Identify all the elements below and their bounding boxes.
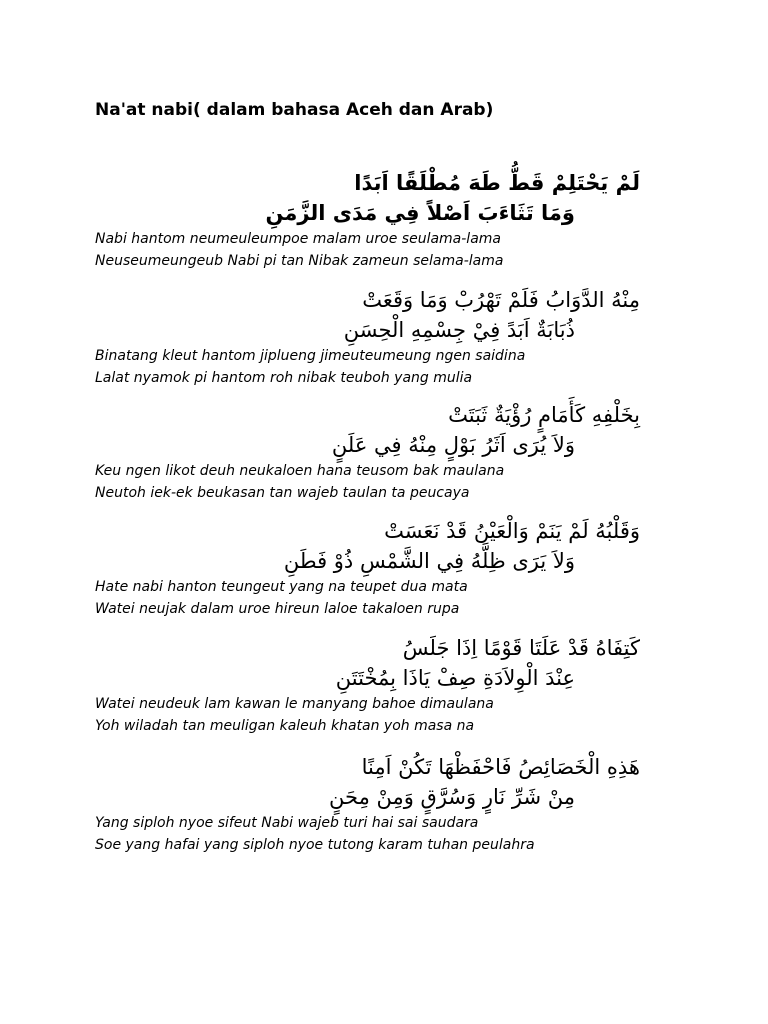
- translation-line: Nabi hantom neumeuleumpoe malam uroe seulama-lama: [95, 231, 501, 247]
- stanza-6: [95, 752, 640, 856]
- arabic-line: بِخَلْفِهِ كَأَمَامٍ رُؤْيَةٌ ثَبَتَتْ: [448, 403, 640, 427]
- stanza-5: [95, 633, 640, 737]
- translation-line: Watei neudeuk lam kawan le manyang bahoe dimaulana: [95, 696, 494, 712]
- arabic-line: كَتِفَاهُ قَدْ عَلَتَا قَوْمًا اِذَا جَلَسُ: [402, 636, 640, 660]
- translation-line: Neuseumeungeub Nabi pi tan Nibak zameun selama-lama: [95, 253, 504, 269]
- translation-line: Yoh wiladah tan meuligan kaleuh khatan yoh masa na: [95, 718, 475, 734]
- stanza-3: [95, 400, 640, 504]
- stanza-1: [95, 168, 640, 272]
- arabic-line: وَمَا تَثَاءَبَ اَصْلاً فِي مَدَى الزَّمَنِ: [265, 201, 575, 225]
- arabic-line: عِنْدَ الْوِلاَدَةِ صِفْ يَاذَا بِمُخْتَتَنِ: [335, 666, 575, 690]
- arabic-line: مِنْ شَرِّ نَارٍ وَسُرَّقٍ وَمِنْ مِحَنٍ: [329, 785, 575, 809]
- arabic-line: وَلاَ يُرَى اَثَرُ بَوْلٍ مِنْهُ فِي عَلَنٍ: [331, 433, 575, 457]
- translation-line: Keu ngen likot deuh neukaloen hana teusom bak maulana: [95, 463, 505, 479]
- translation-line: Soe yang hafai yang siploh nyoe tutong karam tuhan peulahra: [95, 837, 535, 853]
- arabic-line: لَمْ يَحْتَلِمْ قَطُّ طَهَ مُطْلَقًا اَبَدًا: [354, 171, 640, 195]
- translation-line: Lalat nyamok pi hantom roh nibak teuboh yang mulia: [95, 370, 473, 386]
- arabic-line: ذُبَابَةٌ اَبَدً فِيْ جِسْمِهِ الْحِسَنِ: [343, 318, 575, 342]
- translation-line: Hate nabi hanton teungeut yang na teupet dua mata: [95, 579, 468, 595]
- arabic-line: هَذِهِ الْخَصَائِصُ فَاحْفَظْهَا تَكُنْ اَمِنًا: [361, 755, 640, 779]
- document-title: Na'at nabi( dalam bahasa Aceh dan Arab): [95, 100, 494, 120]
- translation-line: Neutoh iek-ek beukasan tan wajeb taulan ta peucaya: [95, 485, 470, 501]
- translation-line: Yang siploh nyoe sifeut Nabi wajeb turi hai sai saudara: [95, 815, 479, 831]
- stanza-4: [95, 516, 640, 620]
- arabic-line: وَقَلْبُهُ لَمْ يَنَمْ وَالْعَيْنُ قَدْ نَعَسَتْ: [384, 519, 640, 543]
- stanza-2: [95, 285, 640, 389]
- arabic-line: مِنْهُ الدَّوَابُ فَلَمْ تَهْرُبْ وَمَا وَقَعَتْ: [362, 288, 640, 312]
- translation-line: Watei neujak dalam uroe hireun laloe takaloen rupa: [95, 601, 460, 617]
- translation-line: Binatang kleut hantom jiplueng jimeuteumeung ngen saidina: [95, 348, 526, 364]
- arabic-line: وَلاَ يَرَى ظِلَّهُ فِي الشَّمْسِ ذُوْ فَطَنِ: [283, 549, 575, 573]
